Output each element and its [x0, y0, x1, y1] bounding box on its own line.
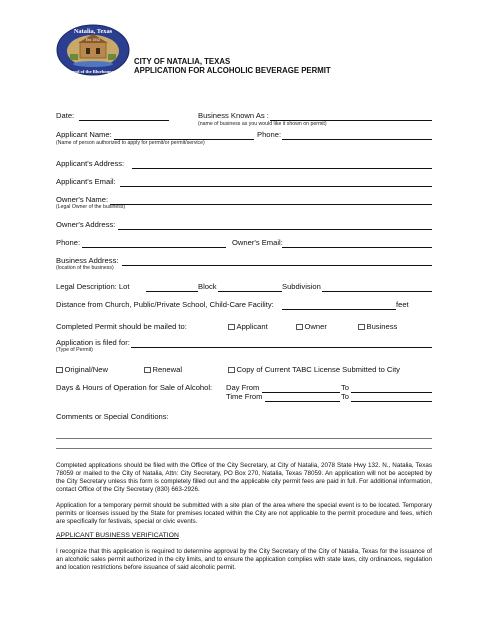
applicant-email-label: Applicant's Email: [56, 177, 116, 186]
mail-owner-label: Owner [304, 322, 327, 331]
owner-name-note: (Legal Owner of the business) [56, 204, 126, 210]
time-from-label: Time From [226, 392, 263, 401]
owner-name-label: Owner's Name: [56, 195, 109, 204]
verification-paragraph: I recognize that this application is required to determine approval by the City Secretary of the City of Natalia, Texas for the issuance of an alcoholic sales permit authorized in the city limits, and to ensure the application complies with state laws, city ordinances, regulation and location restrictions before issuance of said alcoholic permit. [56, 548, 432, 572]
applicant-address-field[interactable] [132, 168, 432, 169]
block-label: Block [198, 282, 217, 291]
mail-applicant-option[interactable] [228, 323, 268, 331]
date-field[interactable] [79, 120, 169, 121]
feet-label: feet [396, 300, 409, 309]
applicant-address-label: Applicant's Address: [56, 159, 125, 168]
day-from-field[interactable] [262, 392, 340, 393]
seal-text-top: Natalia, Texas [73, 28, 113, 35]
business-address-field[interactable] [122, 265, 432, 266]
form-title: APPLICATION FOR ALCOHOLIC BEVERAGE PERMIT [134, 66, 331, 75]
mail-applicant-checkbox[interactable] [228, 324, 235, 331]
mail-business-checkbox[interactable] [358, 324, 365, 331]
applicant-name-note: (Name of person authorized to apply for permit/or permit/service) [56, 140, 205, 146]
mail-applicant-label: Applicant [236, 322, 268, 331]
temporary-permit-paragraph: Application for a temporary permit should be submitted with a site plan of the area where the special event is to be located. Temporary permits or licenses issued by the State for premises located within the City are not applicable to the permit procedure and fees, which are specifically for festivals, special or civic events. [56, 502, 432, 526]
distance-label: Distance from Church, Public/Private School, Child-Care Facility: [56, 300, 274, 309]
mail-owner-checkbox[interactable] [296, 324, 303, 331]
renewal-option[interactable] [144, 366, 182, 374]
renewal-checkbox[interactable] [144, 367, 151, 374]
phone-label: Phone: [257, 130, 282, 139]
filed-for-note: (Type of Permit) [56, 347, 93, 353]
applicant-email-field[interactable] [120, 186, 432, 187]
original-new-checkbox[interactable] [56, 367, 63, 374]
time-from-field[interactable] [265, 401, 340, 402]
applicant-name-label: Applicant Name: [56, 130, 112, 139]
city-name: CITY OF NATALIA, TEXAS [134, 57, 231, 66]
business-known-as-label: Business Known As : [198, 111, 269, 120]
owner-name-field[interactable] [110, 204, 432, 205]
day-from-label: Day From [226, 383, 260, 392]
owner-email-label: Owner's Email: [232, 238, 283, 247]
subdivision-label: Subdivision [282, 282, 321, 291]
lot-field[interactable] [146, 291, 198, 292]
subdivision-field[interactable] [322, 291, 432, 292]
seal-year: Est. 1912 [85, 38, 101, 42]
distance-field[interactable] [282, 309, 396, 310]
comments-divider-2 [56, 448, 432, 449]
verification-heading [56, 533, 179, 540]
filed-for-label: Application is filed for: [56, 338, 130, 347]
day-to-field[interactable] [351, 392, 432, 393]
comments-label: Comments or Special Conditions: [56, 412, 169, 421]
verification-heading-text: APPLICANT BUSINESS VERIFICATION [56, 532, 179, 539]
original-new-option[interactable] [56, 366, 108, 374]
mailed-to-label: Completed Permit should be mailed to: [56, 322, 187, 331]
day-to-label: To [341, 383, 350, 392]
seal-text-bottom: Land of the Bluebonnets [68, 69, 118, 74]
legal-description-label: Legal Description: Lot [56, 282, 130, 291]
mail-business-label: Business [366, 322, 398, 331]
phone-field[interactable] [282, 139, 432, 140]
comments-divider-1 [56, 438, 432, 439]
tabc-copy-checkbox[interactable] [228, 367, 235, 374]
mail-business-option[interactable] [358, 323, 397, 331]
original-new-label: Original/New [64, 365, 108, 374]
owner-address-field[interactable] [118, 229, 432, 230]
filed-for-field[interactable] [131, 347, 432, 348]
time-to-label: To [341, 392, 350, 401]
tabc-copy-label: Copy of Current TABC License Submitted to City [236, 365, 400, 374]
filing-instructions-paragraph: Completed applications should be filed with the Office of the City Secretary, at City of Natalia, 2078 State Hwy 132. N., Natalia, Texas 78059 or mailed to the City of Natalia, Attn: City Secretary, PO Box 270, Natalia, Texas 78059. An application will not be accepted by the City Secretary unless this form is completely filled out and the applicable city permit fees are paid in full. For additional information, contact Office of the City Secretary (830) 663-2926. [56, 462, 432, 494]
time-to-field[interactable] [351, 401, 432, 402]
renewal-label: Renewal [152, 365, 183, 374]
block-field[interactable] [218, 291, 282, 292]
owner-email-field[interactable] [282, 247, 432, 248]
days-hours-label: Days & Hours of Operation for Sale of Alcohol: [56, 383, 213, 392]
business-address-label: Business Address: [56, 256, 119, 265]
owner-phone-label: Phone: [56, 238, 81, 247]
mail-owner-option[interactable] [296, 323, 327, 331]
owner-address-label: Owner's Address: [56, 220, 116, 229]
business-known-as-note: (name of business as you would like it shown on permit) [198, 121, 327, 127]
city-seal-logo [56, 24, 130, 76]
business-address-note: (location of the business) [56, 265, 114, 271]
date-label: Date: [56, 111, 75, 120]
tabc-copy-option[interactable] [228, 366, 400, 374]
owner-phone-field[interactable] [82, 247, 226, 248]
